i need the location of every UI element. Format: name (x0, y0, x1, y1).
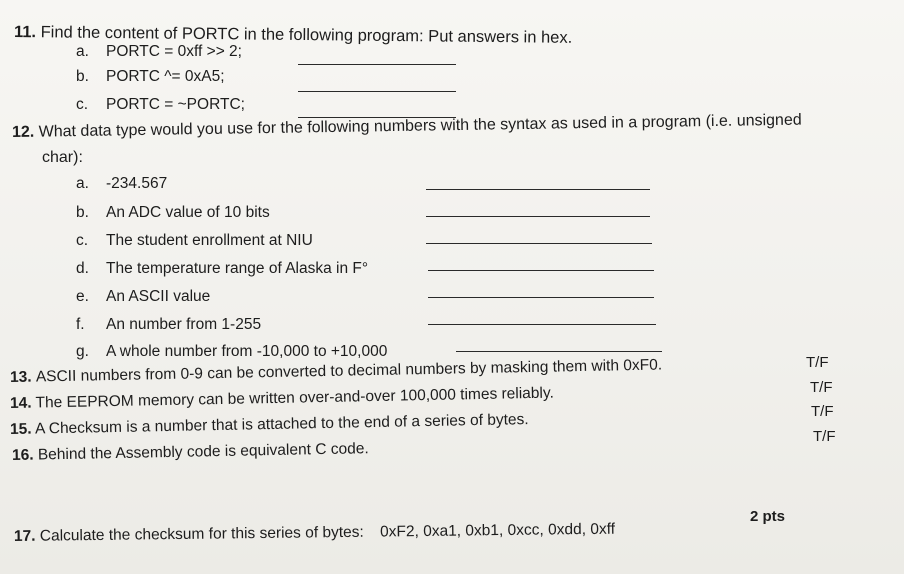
q11-item-b-text: PORTC ^= 0xA5; (106, 68, 225, 85)
q12-answer-blank-f[interactable] (428, 324, 656, 325)
q11-item-c (76, 95, 245, 115)
q17-bytes: 0xF2, 0xa1, 0xb1, 0xcc, 0xdd, 0xff (379, 520, 616, 541)
q12-item-a (76, 174, 167, 194)
q11-item-b-letter: b. (76, 68, 89, 85)
q17-text: Calculate the checksum for this series of bytes: (39, 523, 364, 545)
q12-item-a-letter: a. (76, 175, 89, 192)
q12-number: 12. (11, 123, 35, 141)
q13-answer-tf[interactable]: T/F (806, 354, 829, 371)
q12-answer-blank-g[interactable] (456, 351, 662, 352)
q13-text: ASCII numbers from 0-9 can be converted to decimal numbers by masking them with 0xF0. (35, 356, 663, 386)
q12-item-b-letter: b. (76, 204, 89, 221)
q12-item-f-letter: f. (76, 316, 85, 333)
q15-number: 15. (9, 420, 32, 438)
q11-answer-blank-b[interactable] (298, 91, 456, 92)
q12-item-f-text: An number from 1-255 (106, 316, 262, 333)
q12-item-c-letter: c. (76, 232, 89, 249)
q12-item-c (76, 231, 313, 251)
q12-item-d-text: The temperature range of Alaska in F° (106, 260, 369, 277)
q11-item-a-letter: a. (76, 43, 89, 60)
q12-answer-blank-e[interactable] (428, 297, 654, 298)
q12-item-d-letter: d. (76, 260, 89, 277)
q12-item-b-text: An ADC value of 10 bits (106, 204, 270, 221)
q14-number: 14. (9, 394, 32, 412)
q11-item-c-text: PORTC = ~PORTC; (106, 96, 245, 113)
q16-statement (12, 439, 369, 466)
q12-item-c-text: The student enrollment at NIU (106, 232, 313, 249)
q12-item-g (76, 342, 387, 362)
q15-text: A Checksum is a number that is attached to the end of a series of bytes. (34, 411, 529, 438)
q12-prompt-line2 (42, 148, 83, 168)
q12-item-g-letter: g. (76, 343, 89, 360)
q12-answer-blank-d[interactable] (428, 270, 654, 271)
q12-answer-blank-a[interactable] (426, 189, 650, 190)
q11-item-a (76, 42, 242, 62)
q15-answer-tf[interactable]: T/F (811, 403, 834, 420)
q11-text: Find the content of PORTC in the following program: Put answers in hex. (40, 23, 573, 47)
q14-answer-tf[interactable]: T/F (810, 379, 833, 396)
q11-answer-blank-a[interactable] (298, 64, 456, 65)
q17-prompt (14, 520, 615, 547)
q17-number: 17. (13, 527, 36, 545)
q12-item-b (76, 203, 270, 223)
q12-item-g-text: A whole number from -10,000 to +10,000 (106, 343, 388, 360)
q12-prompt-line1 (12, 111, 802, 143)
q15-statement (10, 410, 529, 440)
q11-item-b (76, 67, 225, 87)
q12-item-e-letter: e. (76, 288, 89, 305)
q13-number: 13. (9, 368, 32, 386)
q11-number: 11. (13, 23, 37, 42)
q12-item-e (76, 287, 210, 307)
q12-item-d (76, 259, 368, 279)
q12-item-a-text: -234.567 (106, 175, 168, 192)
q14-statement (10, 384, 554, 414)
q14-text: The EEPROM memory can be written over-and-over 100,000 times reliably. (35, 384, 554, 412)
q16-number: 16. (11, 446, 34, 464)
q11-item-c-letter: c. (76, 96, 89, 113)
q11-item-a-text: PORTC = 0xff >> 2; (106, 43, 242, 60)
q16-text: Behind the Assembly code is equivalent C code. (37, 440, 369, 464)
q12-text-line2: char): (42, 149, 83, 166)
q17-points: 2 pts (750, 508, 786, 525)
q12-answer-blank-b[interactable] (426, 216, 650, 217)
q12-answer-blank-c[interactable] (426, 243, 652, 244)
q12-item-e-text: An ASCII value (106, 288, 211, 305)
q16-answer-tf[interactable]: T/F (813, 428, 836, 445)
q12-item-f (76, 315, 261, 335)
q12-text-line1: What data type would you use for the following numbers with the syntax as used in a program (i.e. unsigned (38, 111, 802, 141)
